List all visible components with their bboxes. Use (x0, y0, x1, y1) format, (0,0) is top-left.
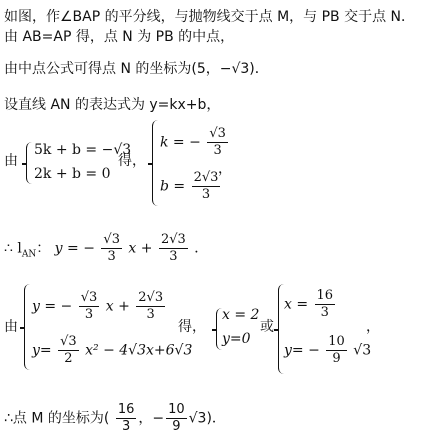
sys2-frac3-num: √3 (60, 334, 77, 349)
sys2-frac1-num: √3 (80, 290, 98, 305)
b-fraction (192, 170, 221, 203)
sys2-frac3 (58, 334, 79, 367)
sys2-frac2 (136, 290, 165, 323)
final-y-den: 9 (172, 419, 181, 434)
final-end: √3)． (188, 410, 226, 427)
sol-b-x-num: 16 (316, 288, 334, 303)
comma-1: ， (218, 161, 232, 177)
subscript-an: AN (21, 249, 37, 260)
text-line-4: 设直线 AN 的表达式为 y=kx+b， (4, 97, 221, 113)
final-y-num: 10 (168, 402, 185, 417)
colon: ： (36, 240, 51, 257)
sol-b-y-equals: y= − (284, 342, 320, 359)
final-comma: ，− (138, 410, 165, 427)
line-equation-an (4, 232, 208, 265)
final-prefix: ∴点 M 的坐标为( (4, 410, 110, 427)
k-denominator: 3 (213, 143, 222, 158)
b-numerator: 2√3 (193, 170, 219, 185)
intercept-numerator: 2√3 (160, 232, 186, 247)
label-de-1: 得， (118, 153, 146, 169)
left-brace-1 (26, 142, 33, 184)
sol-b-y-den: 9 (332, 351, 341, 366)
slope-fraction (101, 232, 122, 265)
left-brace-2 (152, 120, 159, 206)
sol-b-y-num: 10 (328, 334, 345, 349)
x-plus: x + (128, 240, 153, 257)
sys2-frac1 (79, 290, 100, 323)
left-brace-3 (24, 284, 31, 370)
sol-b-x-den: 3 (320, 305, 329, 320)
sys2-frac3-den: 2 (64, 351, 73, 366)
sys2-polynomial: x² − 4√3x+6√3 (85, 342, 193, 359)
slope-numerator: √3 (103, 232, 120, 247)
k-numerator: √3 (209, 126, 226, 141)
sol-a-y: y=0 (222, 331, 251, 347)
text-line-2: 由 AB=AP 得，点 N 为 PB 的中点， (4, 29, 235, 45)
equation-1b: 2k + b = 0 (34, 166, 111, 182)
final-x-frac (116, 402, 137, 435)
b-denominator: 3 (201, 187, 211, 202)
sys2-frac2-den: 3 (146, 307, 155, 322)
intercept-fraction (159, 232, 188, 265)
intercept-denominator: 3 (169, 249, 178, 264)
final-x-num: 16 (117, 402, 135, 417)
k-equals: k = − (160, 134, 201, 151)
text-line-3: 由中点公式可得点 N 的坐标为(5，−√3)． (4, 61, 269, 77)
text-line-1: 如图，作∠BAP 的平分线，与抛物线交于点 M，与 PB 交于点 N． (4, 9, 416, 25)
sys2-frac1-den: 3 (84, 307, 94, 322)
system2-row2 (32, 334, 192, 367)
sol-b-x-equals: x = (284, 296, 309, 313)
sys2-y-equals: y = − (32, 298, 73, 315)
y-equals: y = − (54, 240, 95, 257)
final-x-den: 3 (121, 419, 131, 434)
sol-b-y-frac (326, 334, 347, 367)
sys2-x-plus: x + (105, 298, 130, 315)
k-solution (160, 126, 230, 159)
b-equals: b = (160, 178, 186, 195)
sol-b-y (284, 334, 371, 367)
final-answer (4, 402, 226, 435)
therefore-l: ∴ l (4, 240, 22, 257)
label-you-2: 由 (4, 319, 18, 335)
sol-b-y-root: √3 (353, 342, 372, 359)
k-fraction (207, 126, 228, 159)
label-you-1: 由 (4, 153, 18, 169)
sol-b-x (284, 288, 337, 321)
equation-1a: 5k + b = −√3 (34, 142, 132, 158)
sys2-frac2-num: 2√3 (138, 290, 164, 305)
comma-2: ， (366, 319, 380, 335)
sol-a-x: x = 2 (222, 307, 260, 323)
final-y-frac (166, 402, 187, 435)
label-de-2: 得， (178, 319, 206, 335)
sol-b-x-frac (315, 288, 336, 321)
b-solution (160, 170, 222, 203)
slope-denominator: 3 (107, 249, 116, 264)
system2-row1 (32, 290, 167, 323)
period: ． (194, 240, 209, 257)
sys2-y2-equals: y= (32, 342, 52, 359)
label-or: 或 (260, 319, 274, 335)
